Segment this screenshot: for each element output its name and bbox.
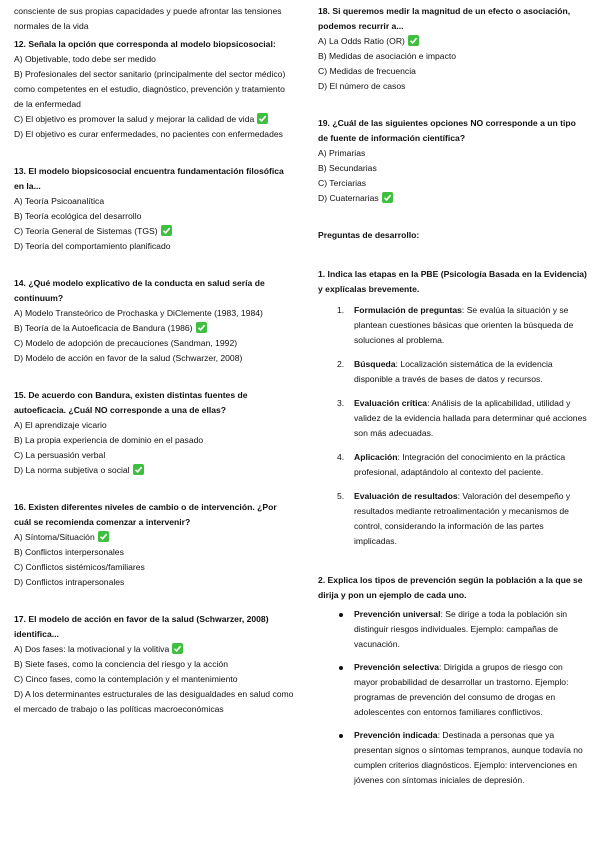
check-icon [172, 643, 183, 654]
list-item: 1. Formulación de preguntas: Se evalúa la situación y se plantean cuestiones básicas que orienten la búsqueda de soluciones al problema. [337, 305, 574, 345]
prevention-types-list [318, 607, 588, 788]
list-item: 2. Búsqueda: Localización sistemática de la evidencia disponible a través de bases de datos y recursos. [337, 359, 553, 384]
essay-question-2 [318, 573, 588, 788]
option-c: C) Terciarias [318, 178, 367, 188]
question-16 [14, 500, 296, 590]
question-title: 19. ¿Cuál de las siguientes opciones NO corresponde a un tipo de fuente de información científica? [318, 118, 576, 143]
option-d: D) A los determinantes estructurales de las desigualdades en salud como el mercado de trabajo o las políticas macroeconómicas [14, 689, 294, 714]
option-c: C) Conflictos sistémicos/familiares [14, 562, 145, 572]
list-item: Prevención selectiva: Dirigida a grupos de riesgo con mayor probabilidad de desarrollar un trastorno. Ejemplo: programas de prevención del consumo de drogas en adolescentes con entornos familiares conflictivos. [318, 660, 588, 720]
option-a: A) Primarias [318, 148, 366, 158]
check-icon [98, 531, 109, 542]
option-c: C) Medidas de frecuencia [318, 66, 416, 76]
option-d: D) El número de casos [318, 81, 406, 91]
list-item: 4. Aplicación: Integración del conocimiento en la práctica profesional, adaptándolo al contexto del paciente. [337, 452, 566, 477]
list-item: 5. Evaluación de resultados: Valoración del desempeño y resultados mediante retroalimentación y mecanismos de control, considerando la información de las partes implicadas. [337, 491, 571, 546]
option-a: A) Modelo Transteórico de Prochaska y DiClemente (1983, 1984) [14, 308, 263, 318]
right-column [318, 4, 588, 796]
option-b: B) Siete fases, como la conciencia del riesgo y la acción [14, 659, 228, 669]
question-title: 1. Indica las etapas en la PBE (Psicología Basada en la Evidencia) y explícalas brevemente. [318, 269, 587, 294]
option-b: B) Teoría ecológica del desarrollo [14, 211, 142, 221]
option-a: A) Síntoma/Situación [14, 530, 296, 545]
question-13 [14, 164, 296, 254]
check-icon [382, 192, 393, 203]
pbe-steps-list [318, 303, 588, 549]
option-d: D) Cuaternarias [318, 191, 588, 206]
check-icon [161, 225, 172, 236]
question-19 [318, 116, 588, 206]
question-title: 2. Explica los tipos de prevención según la población a la que se dirija y pon un ejemplo de cada uno. [318, 575, 583, 600]
question-17 [14, 612, 296, 717]
question-15 [14, 388, 296, 478]
option-d: D) Modelo de acción en favor de la salud (Schwarzer, 2008) [14, 353, 243, 363]
question-title: 13. El modelo biopsicosocial encuentra fundamentación filosófica en la... [14, 166, 284, 191]
option-a: A) Objetivable, todo debe ser medido [14, 54, 156, 64]
list-item: Prevención indicada: Destinada a personas que ya presentan signos o síntomas tempranos, aunque todavía no cumplen criterios diagnósticos. Ejemplo: intervenciones en jóvenes con síntomas iniciales de depresión. [318, 728, 588, 788]
essay-question-1 [318, 267, 588, 549]
option-b: B) Medidas de asociación e impacto [318, 51, 457, 61]
option-c: C) Cinco fases, como la contemplación y el mantenimiento [14, 674, 238, 684]
option-c: C) El objetivo es promover la salud y mejorar la calidad de vida [14, 112, 296, 127]
option-b: B) Conflictos interpersonales [14, 547, 124, 557]
option-d: D) El objetivo es curar enfermedades, no pacientes con enfermedades [14, 129, 283, 139]
intro-text: consciente de sus propias capacidades y puede afrontar las tensiones normales de la vida [14, 6, 282, 31]
question-title: 16. Existen diferentes niveles de cambio o de intervención. ¿Por cuál se recomienda comenzar a intervenir? [14, 502, 277, 527]
list-item: Prevención universal: Se dirige a toda la población sin distinguir riesgos individuales. Ejemplo: campañas de vacunación. [318, 607, 588, 652]
bullet-icon [339, 734, 343, 738]
option-d: D) Teoría del comportamiento planificado [14, 241, 171, 251]
option-c: C) Teoría General de Sistemas (TGS) [14, 224, 296, 239]
question-12 [14, 37, 296, 142]
bullet-icon [339, 613, 343, 617]
option-a: A) La Odds Ratio (OR) [318, 34, 588, 49]
check-icon [408, 35, 419, 46]
check-icon [196, 322, 207, 333]
option-b: B) Teoría de la Autoeficacia de Bandura (1986) [14, 321, 296, 336]
question-title: 17. El modelo de acción en favor de la salud (Schwarzer, 2008) identifica... [14, 614, 269, 639]
list-item: 3. Evaluación crítica: Análisis de la aplicabilidad, utilidad y validez de la evidencia hallada para determinar qué acciones son más adecuadas. [337, 398, 587, 438]
option-a: A) Teoría Psicoanalítica [14, 196, 105, 206]
question-18 [318, 4, 588, 94]
option-b: B) Profesionales del sector sanitario (principalmente del sector médico) como competentes en el estudio, diagnóstico, prevención y tratamiento de la enfermedad [14, 69, 286, 109]
option-b: B) Secundarias [318, 163, 377, 173]
question-title: 14. ¿Qué modelo explicativo de la conducta en salud sería de continuum? [14, 278, 265, 303]
section-title: Preguntas de desarrollo: [318, 230, 420, 240]
question-title: 15. De acuerdo con Bandura, existen distintas fuentes de autoeficacia. ¿Cuál NO corresponde a una de ellas? [14, 390, 248, 415]
bullet-icon [339, 666, 343, 670]
left-column [14, 4, 296, 717]
option-d: D) Conflictos intrapersonales [14, 577, 125, 587]
question-title: 12. Señala la opción que corresponda al modelo biopsicosocial: [14, 39, 276, 49]
question-title: 18. Si queremos medir la magnitud de un efecto o asociación, podemos recurrir a... [318, 6, 571, 31]
check-icon [257, 113, 268, 124]
option-d: D) La norma subjetiva o social [14, 463, 296, 478]
option-c: C) Modelo de adopción de precauciones (Sandman, 1992) [14, 338, 238, 348]
question-14 [14, 276, 296, 366]
option-c: C) La persuasión verbal [14, 450, 106, 460]
option-a: A) El aprendizaje vicario [14, 420, 107, 430]
option-b: B) La propia experiencia de dominio en el pasado [14, 435, 204, 445]
option-a: A) Dos fases: la motivacional y la volitiva [14, 642, 296, 657]
check-icon [133, 464, 144, 475]
